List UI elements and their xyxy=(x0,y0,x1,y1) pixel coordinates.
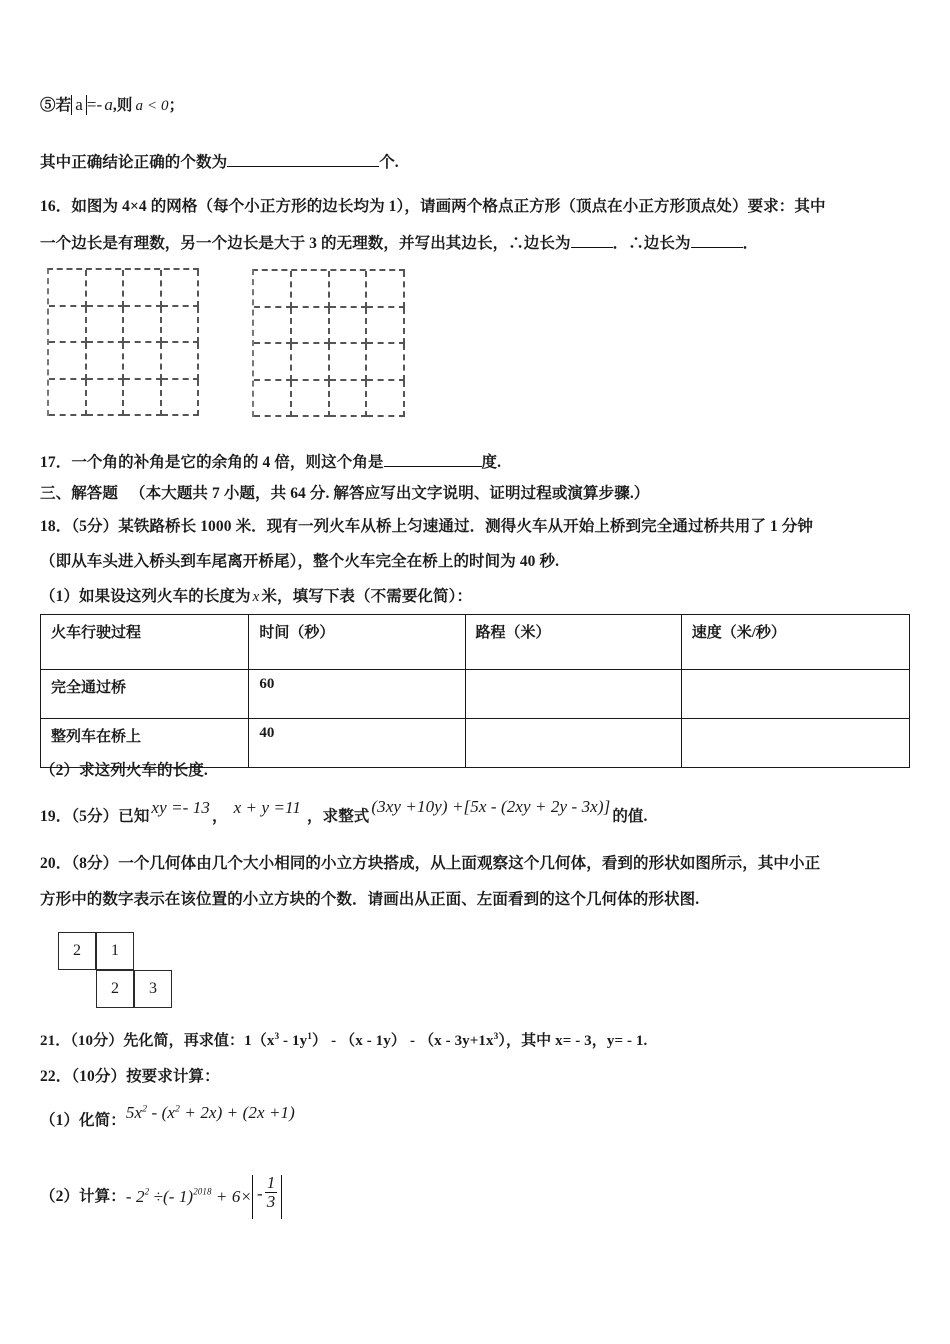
q22-sub-1 xyxy=(40,1103,295,1130)
q22-sub2-fraction xyxy=(265,1174,278,1211)
q16-number: 16． xyxy=(40,198,72,215)
q22-sub2-lead: - 2 xyxy=(125,1187,145,1207)
q22-sub2-label: （2）计算： xyxy=(40,1188,126,1206)
q18-part2-text: （2）求这列火车的长度. xyxy=(40,762,208,779)
grid-cell xyxy=(162,270,200,307)
q16-grid-left[interactable] xyxy=(47,268,199,416)
q21-where: ，其中 x= - 3，y= - 1. xyxy=(505,1033,648,1049)
q19-comma-1: ， xyxy=(211,808,228,825)
table-row xyxy=(41,719,910,768)
q19-known-label: 已知 xyxy=(118,808,150,825)
q18-part1-text: （1）如果设这列火车的长度为 xyxy=(40,588,251,605)
section-3-heading: 三、解答题 xyxy=(40,485,119,502)
q22-sub2-lead-sup: 2 xyxy=(144,1186,150,1197)
table-cell-speed[interactable] xyxy=(681,670,909,719)
q18-part-1 xyxy=(40,588,472,606)
q21-expr-a-sup2: 1 xyxy=(307,1032,312,1042)
grid-cell xyxy=(367,344,405,381)
q17-answer-blank[interactable] xyxy=(384,452,482,467)
q20-score: （8分） xyxy=(71,855,119,872)
q15-item5-then: ,则 xyxy=(112,97,133,114)
section-3-heading-line xyxy=(40,485,649,503)
q21-line xyxy=(40,1033,647,1050)
cube-cell-top-right: 1 xyxy=(96,932,134,970)
table-header-cell: 路程（米） xyxy=(465,615,681,670)
q15-conclusion-line xyxy=(40,152,399,172)
q21-score: （10分） xyxy=(70,1033,124,1049)
q18-text-line1: 某铁路桥长 1000 米．现有一列火车从桥上匀速通过．测得火车从开始上桥到完全通过桥共用了 1 分钟 xyxy=(118,518,813,535)
cube-cell-bottom-left: 2 xyxy=(96,970,134,1008)
q17-text-b: 度. xyxy=(481,454,502,471)
grid-cell xyxy=(124,270,162,307)
q22-sub2-div-sup: 2018 xyxy=(193,1186,212,1197)
grid-cell xyxy=(124,380,162,417)
q22-sub1-part-a xyxy=(126,1103,295,1122)
grid-cell xyxy=(162,380,200,417)
grid-cell xyxy=(162,307,200,344)
q22-sub1-a-sup: 2 xyxy=(142,1103,148,1115)
grid-cell xyxy=(87,307,125,344)
q16-line-1 xyxy=(40,198,826,216)
q22-sub-2 xyxy=(40,1175,282,1219)
q22-sub1-c: + 2x) + (2x +1) xyxy=(180,1103,295,1122)
grid-cell xyxy=(87,270,125,307)
q22-number: 22． xyxy=(40,1068,72,1085)
q22-sub2-frac-sign: - xyxy=(257,1183,263,1203)
q19-equation-1: xy =- 13 xyxy=(151,798,210,817)
q20-number: 20． xyxy=(40,855,72,872)
q22-sub1-b-sup: 2 xyxy=(175,1103,181,1115)
table-cell-time: 60 xyxy=(249,670,465,719)
grid-cell xyxy=(124,343,162,380)
q16-answer-blank-2[interactable] xyxy=(691,233,743,248)
table-header-cell: 时间（秒） xyxy=(249,615,465,670)
q21-expr-c-open: （x - 3y+1x xyxy=(419,1033,494,1049)
q18-line-2 xyxy=(40,553,559,571)
q15-conclusion-prefix: 其中正确结论正确的个数为 xyxy=(40,154,228,171)
q18-part-2 xyxy=(40,762,208,780)
q22-sub2-div: ÷(- 1) xyxy=(149,1187,194,1207)
q21-text: 先化简，再求值： xyxy=(123,1033,245,1049)
q20-text-line2: 方形中的数字表示在该位置的小立方块的个数．请画出从正面、左面看到的这个几何体的形状图. xyxy=(40,891,700,908)
grid-cell xyxy=(254,271,292,308)
grid-cell xyxy=(49,307,87,344)
q15-item5-equals: =- xyxy=(86,95,103,114)
q21-expr-c-sup: 3 xyxy=(493,1032,499,1042)
grid-cell xyxy=(292,381,330,418)
q15-item5-rhs: a xyxy=(104,95,113,114)
q16-text-line1: 如图为 4×4 的网格（每个小正方形的边长均为 1），请画两个格点正方形（顶点在小正方形顶点处）要求：其中 xyxy=(71,198,826,215)
table-cell-distance[interactable] xyxy=(465,670,681,719)
q15-item5-condition: a < 0 xyxy=(135,98,169,114)
q21-expr-coefficient: 1 xyxy=(244,1033,252,1049)
table-cell-distance[interactable] xyxy=(465,719,681,768)
q22-sub1-b: - (x xyxy=(147,1103,176,1122)
q17-number: 17． xyxy=(40,454,72,471)
q22-sub2-absolute-value xyxy=(252,1175,282,1219)
grid-cell xyxy=(330,308,368,345)
q19-number: 19． xyxy=(40,808,72,825)
q16-text-line2a: 一个边长是有理数，另一个边长是大于 3 的无理数，并写出其边长，∴边长为 xyxy=(40,235,571,252)
table-header-row xyxy=(41,615,910,670)
grid-cell xyxy=(49,270,87,307)
grid-cell xyxy=(162,343,200,380)
q18-number: 18． xyxy=(40,518,72,535)
q16-answer-blank-1[interactable] xyxy=(571,233,613,248)
q21-minus-2: - xyxy=(409,1033,416,1049)
q20-line-2 xyxy=(40,891,699,909)
q19-comma-2: ， xyxy=(307,808,323,825)
q19-ask-label: 求整式 xyxy=(322,808,370,825)
q15-item-5 xyxy=(40,95,184,115)
q15-answer-blank[interactable] xyxy=(227,152,379,167)
q15-conclusion-suffix: 个. xyxy=(379,154,399,171)
table-header-cell: 速度（米/秒） xyxy=(681,615,909,670)
q18-score: （5分） xyxy=(71,518,119,535)
table-cell-process: 整列车在桥上 xyxy=(41,719,249,768)
q19-expression: (3xy +10y) +[5x - (2xy + 2y - 3x)] xyxy=(371,797,611,816)
q21-expr-a-open: （x xyxy=(251,1033,275,1049)
q22-text: 按要求计算： xyxy=(126,1068,220,1085)
q22-sub1-label: （1）化简： xyxy=(40,1112,126,1129)
q22-line xyxy=(40,1068,220,1086)
grid-cell xyxy=(292,271,330,308)
grid-cell xyxy=(330,381,368,418)
table-header-cell: 火车行驶过程 xyxy=(41,615,249,670)
q20-top-view-diagram xyxy=(58,932,208,1012)
q15-item5-prefix: ⑤若 xyxy=(40,97,72,114)
q21-expr-a-close: ） xyxy=(311,1033,328,1049)
q22-sub1-a: 5x xyxy=(125,1103,143,1122)
q17-line xyxy=(40,452,501,472)
table-cell-process: 完全通过桥 xyxy=(41,670,249,719)
q19-tail: 的值. xyxy=(612,808,648,825)
q15-item5-abs-a: a xyxy=(71,95,87,115)
q22-score: （10分） xyxy=(71,1068,127,1085)
table-cell-time: 40 xyxy=(249,719,465,768)
q19-line xyxy=(40,797,648,826)
grid-cell xyxy=(367,381,405,418)
q20-text-line1: 一个几何体由几个大小相同的小立方块搭成，从上面观察这个几何体，看到的形状如图所示，其中小正 xyxy=(118,855,821,872)
grid-cell xyxy=(367,271,405,308)
table-row xyxy=(41,670,910,719)
q21-expr-a-sup: 3 xyxy=(274,1032,280,1042)
q21-expr-a-mid: - 1y xyxy=(279,1033,308,1049)
q20-line-1 xyxy=(40,855,820,873)
q16-text-line2b: ．∴边长为 xyxy=(612,235,691,252)
grid-cell xyxy=(367,308,405,345)
grid-cell xyxy=(87,343,125,380)
grid-cell xyxy=(124,307,162,344)
grid-cell xyxy=(254,308,292,345)
q18-table xyxy=(40,614,910,768)
q18-part1-variable: x xyxy=(252,589,260,605)
grid-cell xyxy=(49,343,87,380)
cube-cell-bottom-right: 3 xyxy=(134,970,172,1008)
q19-score: （5分） xyxy=(71,808,119,825)
q22-sub2-plus: + 6× xyxy=(211,1187,253,1207)
q19-equation-2: x + y =11 xyxy=(233,798,301,817)
q21-minus-1: - xyxy=(331,1033,337,1049)
cube-cell-top-left: 2 xyxy=(58,932,96,970)
q21-expr-b: （x - 1y） xyxy=(340,1033,406,1049)
grid-cell xyxy=(87,380,125,417)
q16-grid-right[interactable] xyxy=(252,269,405,417)
grid-cell xyxy=(330,344,368,381)
q18-text-line2: （即从车头进入桥头到车尾离开桥尾），整个火车完全在桥上的时间为 40 秒. xyxy=(40,553,560,570)
q16-text-line2c: ． xyxy=(742,235,759,252)
grid-cell xyxy=(330,271,368,308)
q16-line-2 xyxy=(40,233,758,253)
q15-item5-semicolon: ； xyxy=(168,97,185,114)
fraction-numerator: 1 xyxy=(266,1173,276,1192)
grid-cell xyxy=(254,344,292,381)
q17-text-a: 一个角的补角是它的余角的 4 倍，则这个角是 xyxy=(71,454,384,471)
grid-cell xyxy=(254,381,292,418)
table-cell-speed[interactable] xyxy=(681,719,909,768)
q21-number: 21． xyxy=(40,1033,71,1049)
section-3-note: （本大题共 7 小题，共 64 分. 解答应写出文字说明、证明过程或演算步骤.） xyxy=(130,485,650,502)
q21-expr-c-close: ） xyxy=(498,1033,506,1049)
q18-line-1 xyxy=(40,518,813,536)
grid-cell xyxy=(49,380,87,417)
grid-cell xyxy=(292,344,330,381)
fraction-denominator: 3 xyxy=(266,1191,276,1211)
grid-cell xyxy=(292,308,330,345)
q18-part1-tail: 米，填写下表（不需要化简）： xyxy=(261,588,473,605)
